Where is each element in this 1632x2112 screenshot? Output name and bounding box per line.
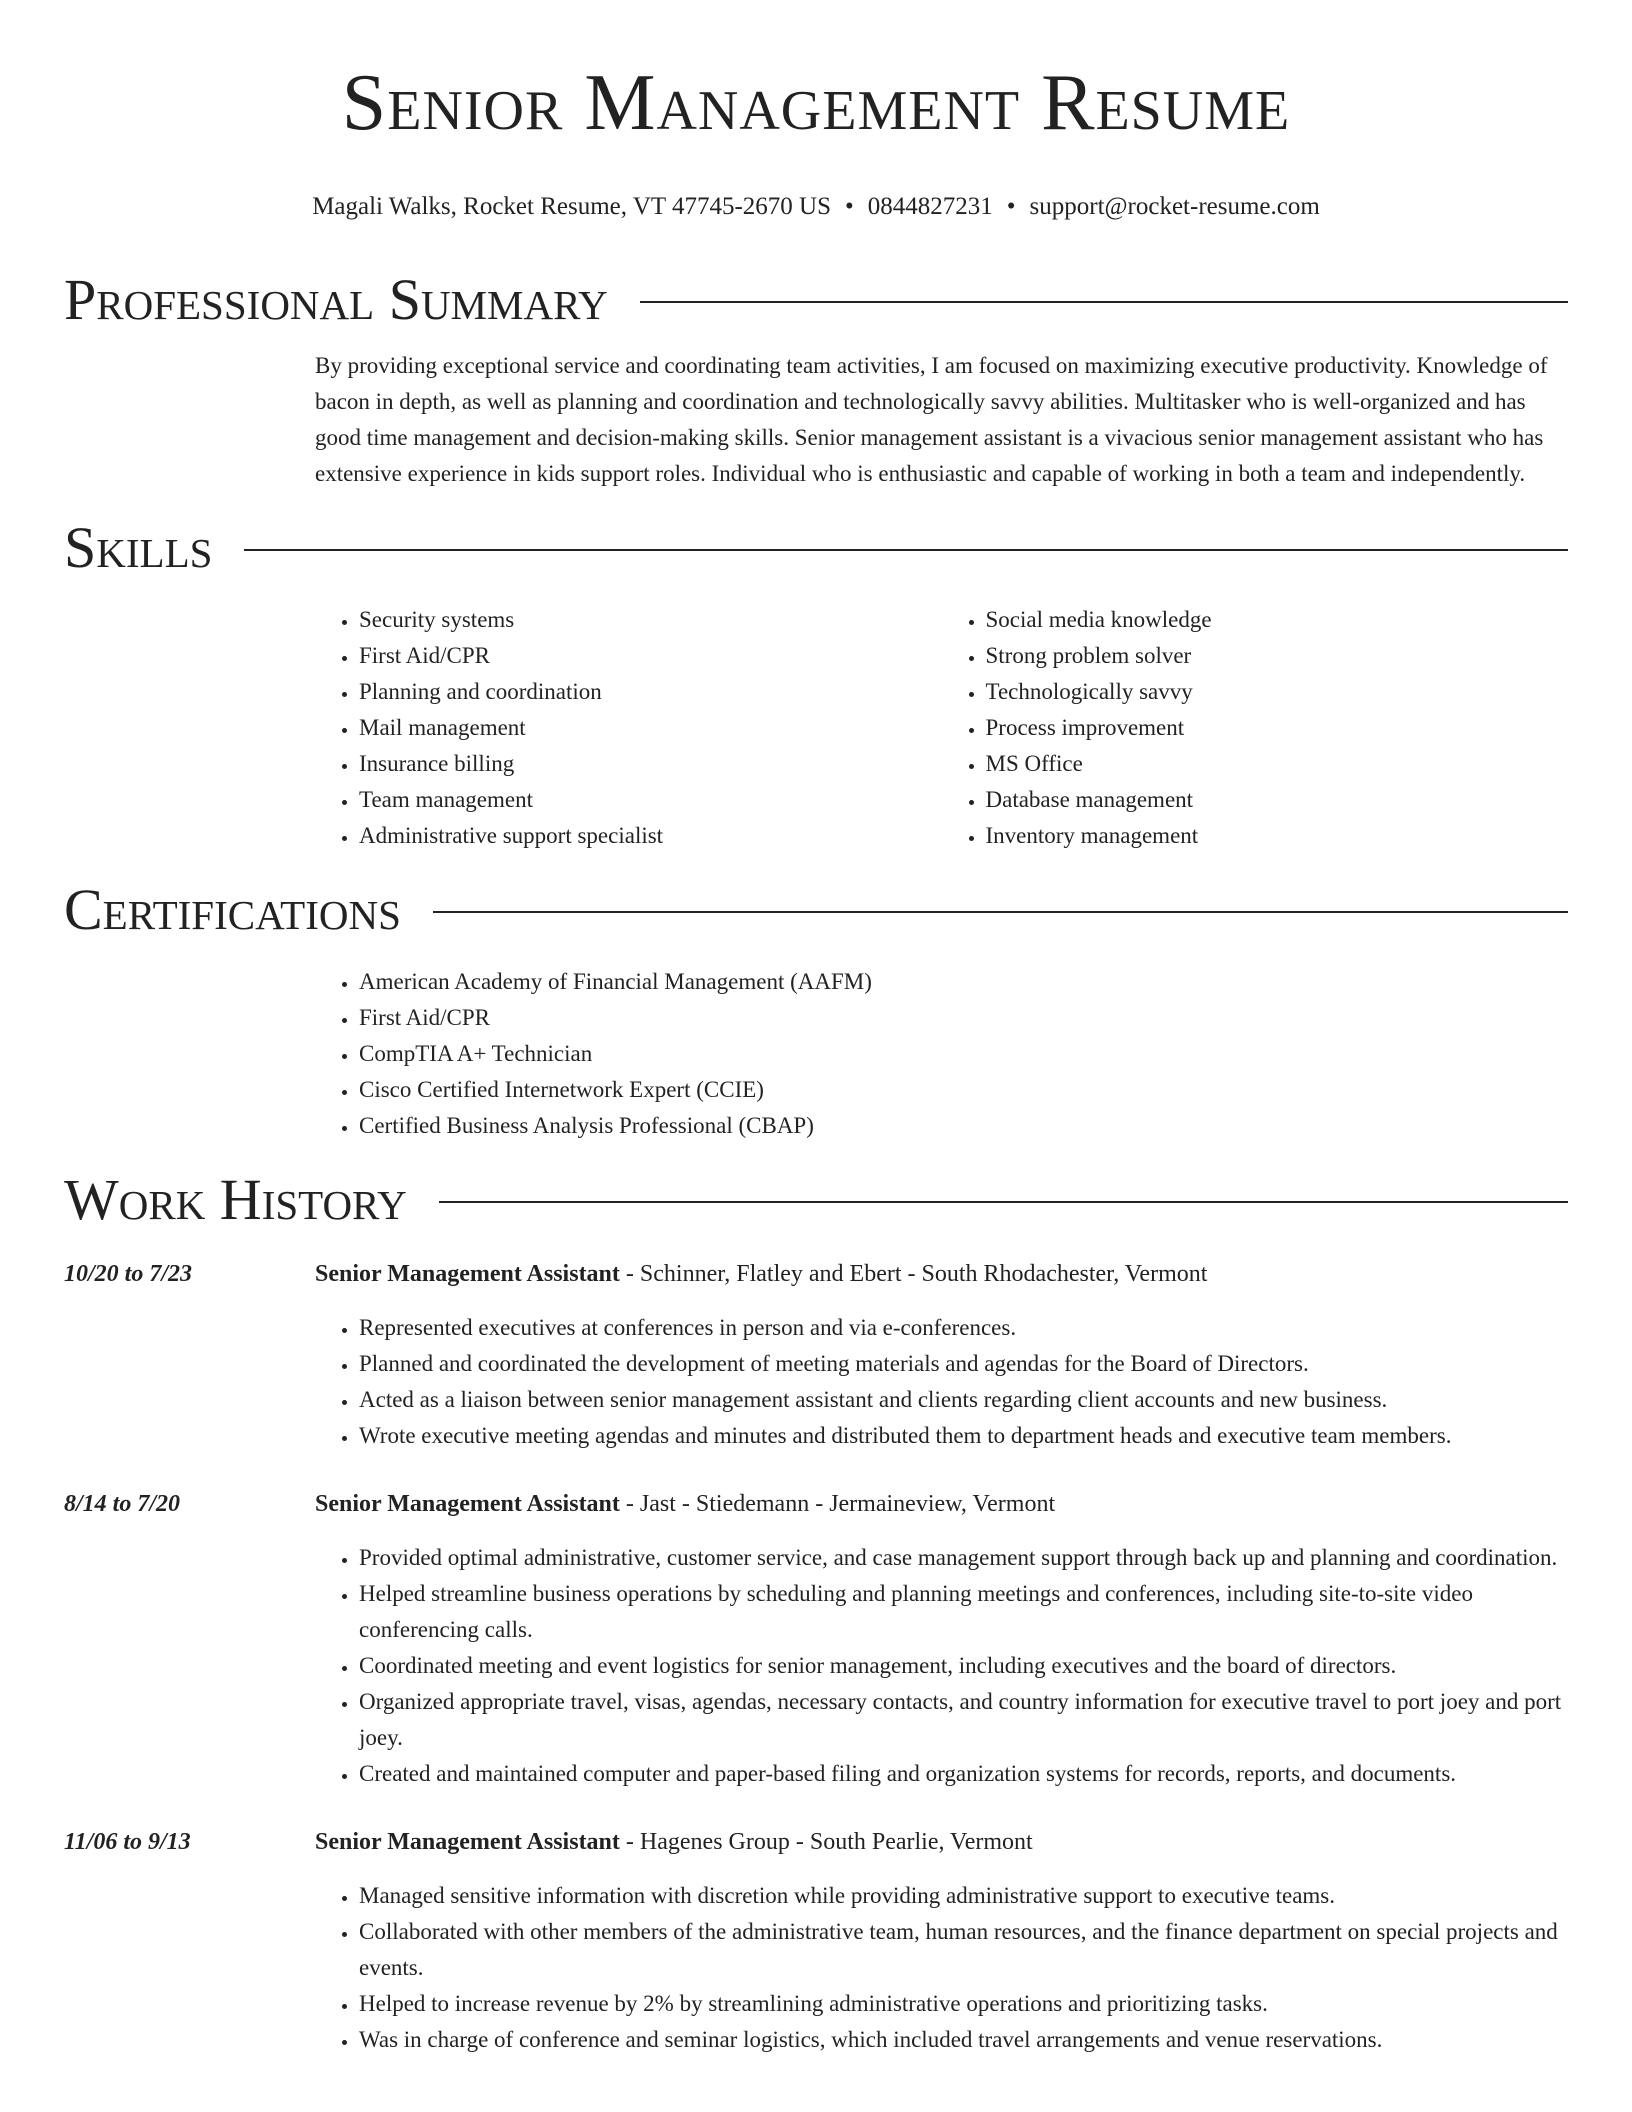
job-duty-item: • Coordinated meeting and event logistics for senior management, including executives and the board of directors.: [359, 1648, 1568, 1684]
section-title-skills: Skills: [64, 515, 213, 580]
job-duty-item: • Provided optimal administrative, customer service, and case management support through back up and planning and coordination.: [359, 1540, 1568, 1576]
certifications-list: [315, 964, 1568, 1144]
section-divider: [433, 911, 1568, 913]
section-header-work-history: [64, 1168, 1568, 1232]
contact-separator: •: [1006, 193, 1016, 220]
contact-separator: •: [844, 193, 854, 220]
certification-item: • First Aid/CPR: [359, 1000, 1568, 1036]
job-employer-location: - Jast - Stiedemann - Jermaineview, Vermont: [619, 1491, 1056, 1517]
job-employer-location: - Hagenes Group - South Pearlie, Vermont: [619, 1829, 1033, 1855]
job-duty-item: • Was in charge of conference and seminar logistics, which included travel arrangements and venue reservations.: [359, 2022, 1568, 2058]
job-title: Senior Management Assistant: [315, 1491, 620, 1517]
job-entry: [64, 1486, 1568, 1792]
skill-item: • Technologically savvy: [986, 674, 1569, 710]
job-dates: 10/20 to 7/23: [64, 1261, 193, 1287]
skills-list-left: [315, 602, 942, 854]
skill-item: • Strong problem solver: [986, 638, 1569, 674]
job-content: [315, 1824, 1568, 2058]
job-duty-item: • Planned and coordinated the development of meeting materials and agendas for the Board of Directors.: [359, 1346, 1568, 1382]
job-duty-item: • Acted as a liaison between senior management assistant and clients regarding client accounts and new business.: [359, 1382, 1568, 1418]
skills-grid: [315, 602, 1568, 854]
skill-item: • MS Office: [986, 746, 1569, 782]
job-duties-list: [315, 1878, 1568, 2058]
summary-paragraph: By providing exceptional service and coordinating team activities, I am focused on maximizing executive productivity. Knowledge of bacon in depth, as well as planning and coordination and technologically savvy abilities. Multitasker who is well-organized and has good time management and decision-making skills. Senior management assistant is a vivacious senior management assistant who has extensive experience in kids support roles. Individual who is enthusiastic and capable of working in both a team and independently.: [315, 353, 1548, 486]
job-heading: [315, 1824, 1568, 1860]
skill-item: • First Aid/CPR: [359, 638, 942, 674]
document-title: Senior Management Resume: [341, 59, 1291, 147]
section-header-skills: [64, 516, 1568, 580]
skill-item: • Process improvement: [986, 710, 1569, 746]
certification-item: • Cisco Certified Internetwork Expert (CCIE): [359, 1072, 1568, 1108]
job-duty-item: • Created and maintained computer and paper-based filing and organization systems for records, reports, and documents.: [359, 1756, 1568, 1792]
job-duty-item: • Managed sensitive information with discretion while providing administrative support to executive teams.: [359, 1878, 1568, 1914]
skill-item: • Insurance billing: [359, 746, 942, 782]
contact-email: support@rocket-resume.com: [1029, 193, 1320, 220]
section-title-certifications: Certifications: [64, 877, 401, 942]
job-dates: 8/14 to 7/20: [64, 1491, 181, 1517]
section-divider: [640, 301, 1568, 303]
job-duty-item: • Helped streamline business operations by scheduling and planning meetings and conferences, including site-to-site video conferencing calls.: [359, 1576, 1568, 1648]
contact-address: Magali Walks, Rocket Resume, VT 47745-2670 US: [312, 193, 831, 220]
certification-item: • CompTIA A+ Technician: [359, 1036, 1568, 1072]
job-title: Senior Management Assistant: [315, 1829, 620, 1855]
skill-item: • Database management: [986, 782, 1569, 818]
section-header-summary: [64, 268, 1568, 332]
job-heading: [315, 1256, 1568, 1292]
job-content: [315, 1256, 1568, 1454]
job-duty-item: • Helped to increase revenue by 2% by streamlining administrative operations and prioritizing tasks.: [359, 1986, 1568, 2022]
skill-item: • Planning and coordination: [359, 674, 942, 710]
job-content: [315, 1486, 1568, 1792]
job-duty-item: • Wrote executive meeting agendas and minutes and distributed them to department heads and executive team members.: [359, 1418, 1568, 1454]
section-header-certifications: [64, 878, 1568, 942]
job-entry: [64, 1824, 1568, 2058]
job-heading: [315, 1486, 1568, 1522]
section-divider: [244, 549, 1568, 551]
contact-line: [64, 192, 1568, 222]
skill-item: • Team management: [359, 782, 942, 818]
job-duty-item: • Represented executives at conferences in person and via e-conferences.: [359, 1310, 1568, 1346]
certification-item: • American Academy of Financial Management (AAFM): [359, 964, 1568, 1000]
job-duty-item: • Organized appropriate travel, visas, agendas, necessary contacts, and country information for executive travel to port joey and port joey.: [359, 1684, 1568, 1756]
section-title-summary: Professional Summary: [64, 267, 608, 332]
job-duties-list: [315, 1310, 1568, 1454]
skill-item: • Security systems: [359, 602, 942, 638]
certification-item: • Certified Business Analysis Professional (CBAP): [359, 1108, 1568, 1144]
skill-item: • Inventory management: [986, 818, 1569, 854]
contact-phone: 0844827231: [867, 193, 993, 220]
job-title: Senior Management Assistant: [315, 1261, 620, 1287]
skill-item: • Social media knowledge: [986, 602, 1569, 638]
section-title-work-history: Work History: [64, 1167, 407, 1232]
job-duty-item: • Collaborated with other members of the administrative team, human resources, and the finance department on special projects and events.: [359, 1914, 1568, 1986]
job-duties-list: [315, 1540, 1568, 1792]
job-entry: [64, 1256, 1568, 1454]
skill-item: • Mail management: [359, 710, 942, 746]
skill-item: • Administrative support specialist: [359, 818, 942, 854]
job-dates: 11/06 to 9/13: [64, 1829, 191, 1855]
job-employer-location: - Schinner, Flatley and Ebert - South Rhodachester, Vermont: [619, 1261, 1208, 1287]
skills-list-right: [942, 602, 1569, 854]
section-divider: [439, 1201, 1568, 1203]
